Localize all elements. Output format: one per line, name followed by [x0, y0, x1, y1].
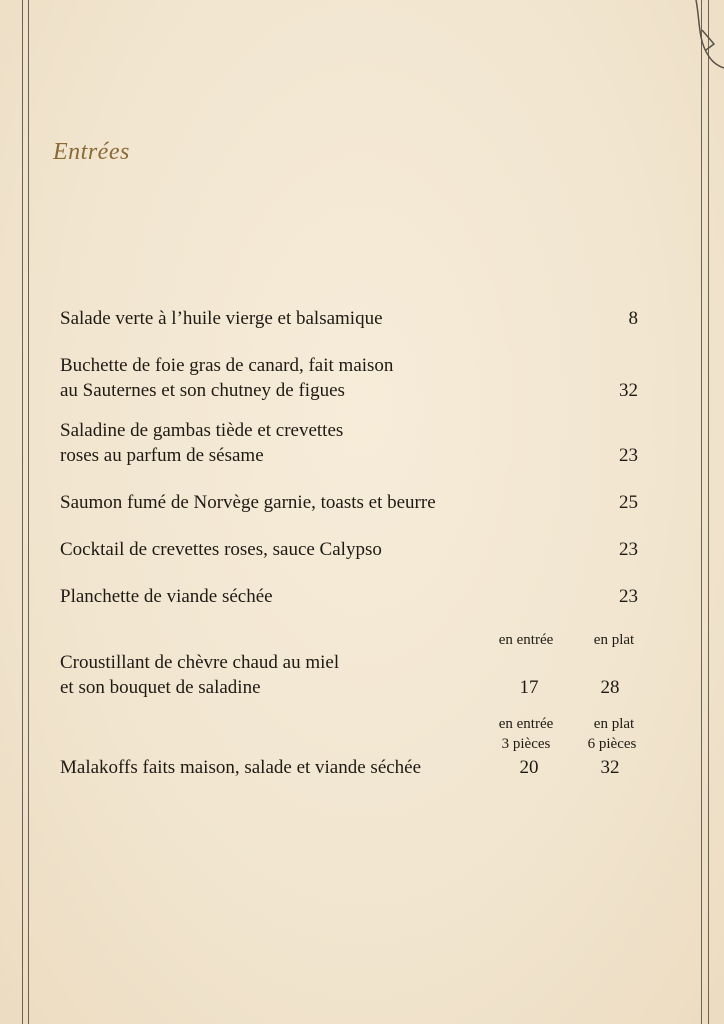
dish-price: 23 [619, 445, 638, 466]
dish-price: 23 [619, 539, 638, 560]
right-border-outer [708, 0, 709, 1024]
dish-name [60, 418, 343, 468]
dish-price: 32 [619, 380, 638, 401]
price-plat: 28 [600, 677, 620, 698]
dish-line: roses au parfum de sésame [60, 445, 264, 466]
dish-line: Saumon fumé de Norvège garnie, toasts et beurre [60, 492, 436, 513]
price-plat: 32 [600, 757, 620, 778]
dish-name [60, 584, 273, 609]
dish-price: 23 [619, 586, 638, 607]
dish-line: et son bouquet de saladine [60, 677, 261, 698]
dish-name [60, 650, 339, 700]
dish-line: Salade verte à l’huile vierge et balsamique [60, 308, 383, 329]
corner-ornament-icon [694, 0, 724, 70]
price-entree: 20 [519, 757, 539, 778]
dish-line: Cocktail de crevettes roses, sauce Calypso [60, 539, 382, 560]
dish-line: Buchette de foie gras de canard, fait maison [60, 355, 394, 376]
price-entree: 17 [519, 677, 539, 698]
column-subheader-entree: 3 pièces [501, 736, 551, 752]
dish-line: au Sauternes et son chutney de figues [60, 380, 345, 401]
column-header-entree: en entrée [498, 716, 554, 732]
section-title: Entrées [53, 139, 130, 165]
dish-name [60, 490, 436, 515]
column-header-entree: en entrée [498, 632, 554, 648]
left-border-inner [28, 0, 29, 1024]
dish-name [60, 306, 383, 331]
dish-name [60, 537, 382, 562]
dish-line: Saladine de gambas tiède et crevettes [60, 420, 344, 441]
dish-line: Croustillant de chèvre chaud au miel [60, 652, 340, 673]
column-subheader-plat: 6 pièces [587, 736, 637, 752]
column-header-plat: en plat [593, 716, 635, 732]
dish-price: 8 [628, 308, 638, 329]
dish-name [60, 353, 393, 403]
right-border-inner [701, 0, 702, 1024]
column-header-plat: en plat [593, 632, 635, 648]
dish-line: Planchette de viande séchée [60, 586, 273, 607]
dish-line: Malakoffs faits maison, salade et viande séchée [60, 757, 422, 778]
dish-price: 25 [619, 492, 638, 513]
dish-name [60, 755, 421, 780]
left-border-outer [22, 0, 23, 1024]
